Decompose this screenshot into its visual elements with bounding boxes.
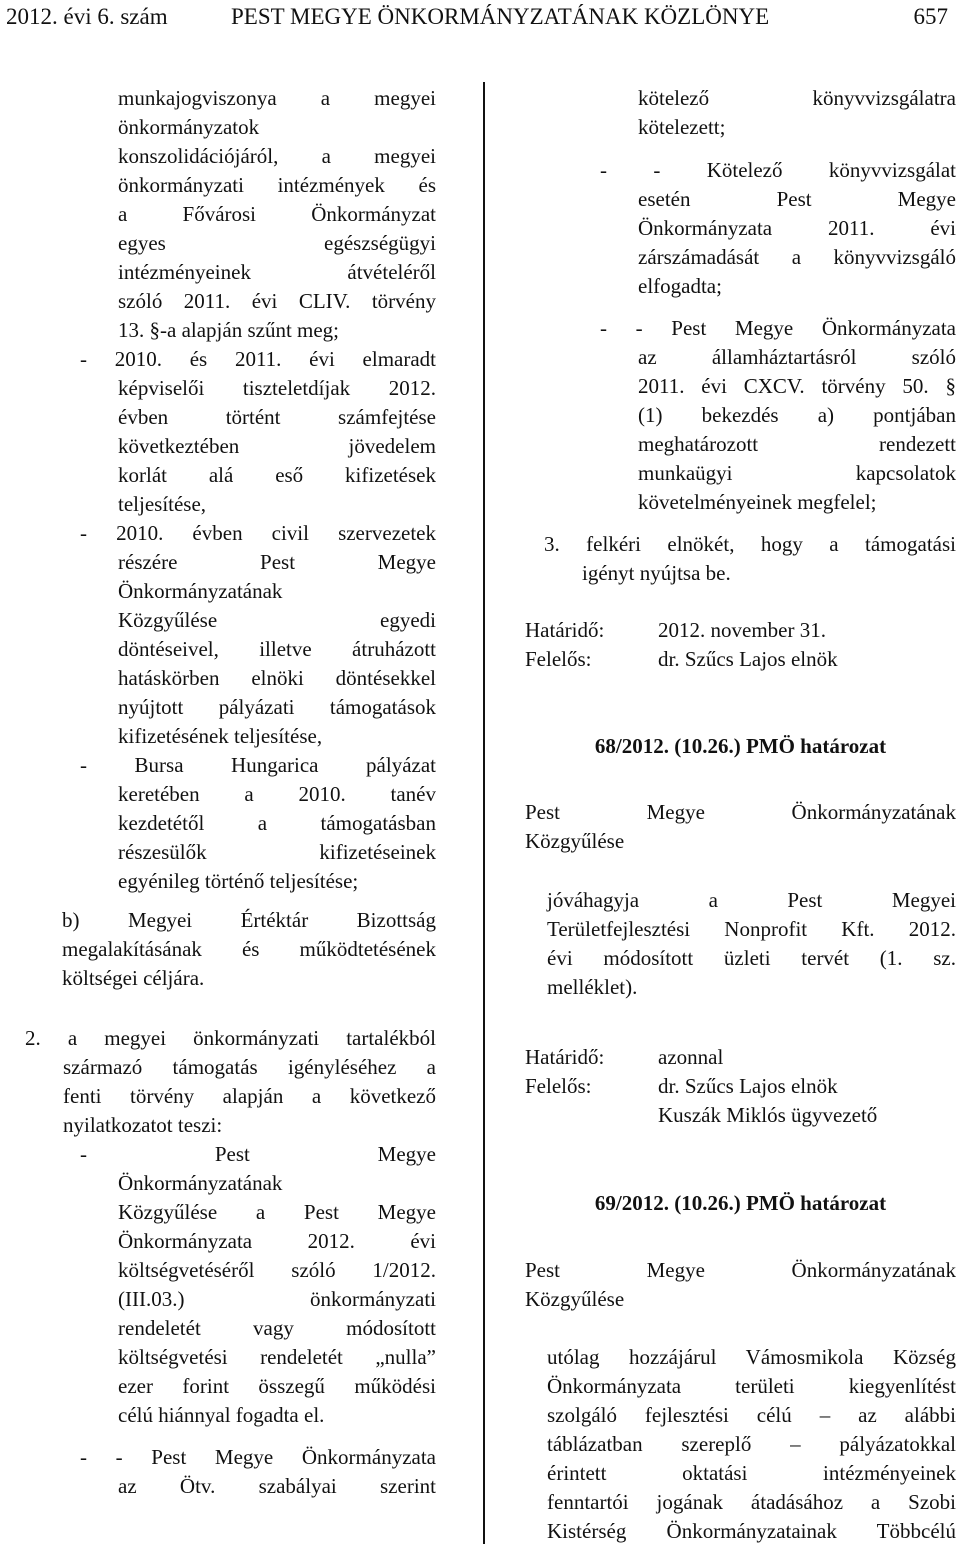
text-line: a Fővárosi Önkormányzat <box>118 202 436 226</box>
text-line: az Ötv. szabályai szerint <box>118 1474 436 1498</box>
list-item-bursa <box>80 751 436 896</box>
text-line: jóváhagyja a Pest Megyei <box>547 888 956 912</box>
list-item-2-sub2 <box>80 1443 436 1501</box>
deadline-value: 2012. november 31. <box>658 618 826 642</box>
text-line: - - Kötelező könyvvizsgálat <box>600 158 956 182</box>
text-line: 3. felkéri elnökét, hogy a támogatási <box>544 532 956 556</box>
text-line: szolgáló fejlesztési célú – az alábbi <box>547 1403 956 1427</box>
text-line: esetén Pest Megye <box>638 187 956 211</box>
text-line: konszolidációjáról, a megyei <box>118 144 436 168</box>
resolution-69-decision <box>547 1343 956 1546</box>
deadline-value: azonnal <box>658 1045 724 1069</box>
list-item-b <box>62 906 436 993</box>
text-line: Közgyűlése egyedi <box>118 608 436 632</box>
list-item-2-sub1 <box>80 1140 436 1430</box>
text-line: intézményeinek átvételéről <box>118 260 436 284</box>
text-line: Önkormányzata 2011. évi <box>638 216 956 240</box>
text-line: táblázatban szereplő – pályázatokkal <box>547 1432 956 1456</box>
text-line: szóló 2011. évi CLIV. törvény <box>118 289 436 313</box>
text-line: kötelező könyvvizsgálatra <box>638 86 956 110</box>
text-line: egyes egészségügyi <box>118 231 436 255</box>
deadline-label: Határidő: <box>525 1045 605 1069</box>
text-line: Pest Megye Önkormányzatának <box>525 800 956 824</box>
text-line: Területfejlesztési Nonprofit Kft. 2012. <box>547 917 956 941</box>
text-line: nyújtott pályázati támogatások <box>118 695 436 719</box>
text-line: Önkormányzata területi kiegyenlítést <box>547 1374 956 1398</box>
list-item-konyvvizsgalat <box>600 156 956 301</box>
text-line: - - Pest Megye Önkormányzata <box>600 316 956 340</box>
text-line: kezdetétől a támogatásban <box>118 811 436 835</box>
deadline-block-1 <box>525 616 956 674</box>
text-line: Önkormányzatának <box>118 1171 283 1195</box>
text-line: elfogadta; <box>638 274 722 298</box>
deadline-label: Határidő: <box>525 618 605 642</box>
text-line: az államháztartásról szóló <box>638 345 956 369</box>
text-line: célú hiánnyal fogadta el. <box>118 1403 325 1427</box>
text-line: önkormányzatok <box>118 115 260 139</box>
list-item-2 <box>25 1024 436 1140</box>
list-item-elmaradt <box>80 345 436 519</box>
list-item-3 <box>544 530 956 588</box>
text-line: 13. §-a alapján szűnt meg; <box>118 318 340 342</box>
text-line: 2. a megyei önkormányzati tartalékból <box>25 1026 436 1050</box>
text-line: részesülők kifizetéseinek <box>118 840 436 864</box>
responsible-label: Felelős: <box>525 1074 592 1098</box>
text-line: Közgyűlése <box>525 829 625 853</box>
text-line: korlát alá eső kifizetések <box>118 463 436 487</box>
resolution-68-body <box>525 798 956 856</box>
text-line: - 2010. és 2011. évi elmaradt <box>80 347 436 371</box>
list-item-civil <box>80 519 436 751</box>
text-line: - Pest Megye <box>80 1142 436 1166</box>
text-line: Önkormányzatának <box>118 579 283 603</box>
publication-title: PEST MEGYE ÖNKORMÁNYZATÁNAK KÖZLÖNYE <box>231 4 770 29</box>
text-block-intro <box>118 84 436 345</box>
responsible-label: Felelős: <box>525 647 592 671</box>
text-line: b) Megyei Értéktár Bizottság <box>62 908 436 932</box>
responsible-value: dr. Szűcs Lajos elnök <box>658 647 838 671</box>
text-line: megalakításának és működtetésének <box>62 937 436 961</box>
text-line: részére Pest Megye <box>118 550 436 574</box>
text-line: követelményeinek megfelel; <box>638 490 877 514</box>
deadline-block-68 <box>525 1043 956 1130</box>
text-line: kötelezett; <box>638 115 726 139</box>
responsible-value-2: Kuszák Miklós ügyvezető <box>658 1103 878 1127</box>
text-line: - 2010. évben civil szervezetek <box>80 521 436 545</box>
resolution-68-decision <box>547 886 956 1002</box>
text-line: döntéseivel, illetve átruházott <box>118 637 436 661</box>
text-line: rendeletét vagy módosított <box>118 1316 436 1340</box>
text-line: évben történt számfejtése <box>118 405 436 429</box>
text-line: utólag hozzájárul Vámosmikola Község <box>547 1345 956 1369</box>
text-line: teljesítése, <box>118 492 207 516</box>
text-line: munkajogviszonya a megyei <box>118 86 436 110</box>
text-line: meghatározott rendezett <box>638 432 956 456</box>
text-line: - - Pest Megye Önkormányzata <box>80 1445 436 1469</box>
text-line: képviselői tiszteletdíjak 2012. <box>118 376 436 400</box>
text-line: évi módosított üzleti tervét (1. sz. <box>547 946 956 970</box>
text-line: 2011. évi CXCV. törvény 50. § <box>638 374 956 398</box>
text-line: költségvetési rendeletét „nulla” <box>118 1345 436 1369</box>
text-line: (1) bekezdés a) pontjában <box>638 403 956 427</box>
page-header <box>0 0 960 36</box>
resolution-69-title: 69/2012. (10.26.) PMÖ határozat <box>594 1191 887 1215</box>
text-line: keretében a 2010. tanév <box>118 782 436 806</box>
text-line: melléklet). <box>547 975 638 999</box>
text-line: Kistérség Önkormányzatainak Többcélú <box>547 1519 956 1543</box>
text-line: Közgyűlése a Pest Megye <box>118 1200 436 1224</box>
text-line: ezer forint összegű működési <box>118 1374 436 1398</box>
text-line: igényt nyújtsa be. <box>582 561 731 585</box>
issue-label: 2012. évi 6. szám <box>6 4 168 29</box>
text-line: egyénileg történő teljesítése; <box>118 869 359 893</box>
text-block-continuation <box>638 84 956 142</box>
text-line: érintett oktatási intézményeinek <box>547 1461 956 1485</box>
text-line: fenti törvény alapján a következő <box>63 1084 436 1108</box>
text-line: - Bursa Hungarica pályázat <box>80 753 436 777</box>
text-line: költségvetéséről szóló 1/2012. <box>118 1258 436 1282</box>
list-item-allamhaztartas <box>600 314 956 517</box>
text-line: Pest Megye Önkormányzatának <box>525 1258 956 1282</box>
resolution-68-title: 68/2012. (10.26.) PMÖ határozat <box>594 734 887 758</box>
text-line: kifizetésének teljesítése, <box>118 724 323 748</box>
text-line: hatáskörben elnöki döntésekkel <box>118 666 436 690</box>
text-line: nyilatkozatot teszi: <box>63 1113 223 1137</box>
page-number: 657 <box>913 4 948 29</box>
text-line: Önkormányzata 2012. évi <box>118 1229 436 1253</box>
text-line: származó támogatás igényléséhez a <box>63 1055 436 1079</box>
responsible-value: dr. Szűcs Lajos elnök <box>658 1074 838 1098</box>
text-line: költségei céljára. <box>62 966 205 990</box>
text-line: fenntartói jogának átadásához a Szobi <box>547 1490 956 1514</box>
text-line: munkaügyi kapcsolatok <box>638 461 956 485</box>
text-line: következtében jövedelem <box>118 434 436 458</box>
text-line: önkormányzati intézmények és <box>118 173 436 197</box>
text-line: Közgyűlése <box>525 1287 625 1311</box>
resolution-69-body <box>525 1256 956 1314</box>
column-divider <box>483 82 485 1544</box>
text-line: (III.03.) önkormányzati <box>118 1287 436 1311</box>
text-line: zárszámadását a könyvvizsgáló <box>638 245 956 269</box>
